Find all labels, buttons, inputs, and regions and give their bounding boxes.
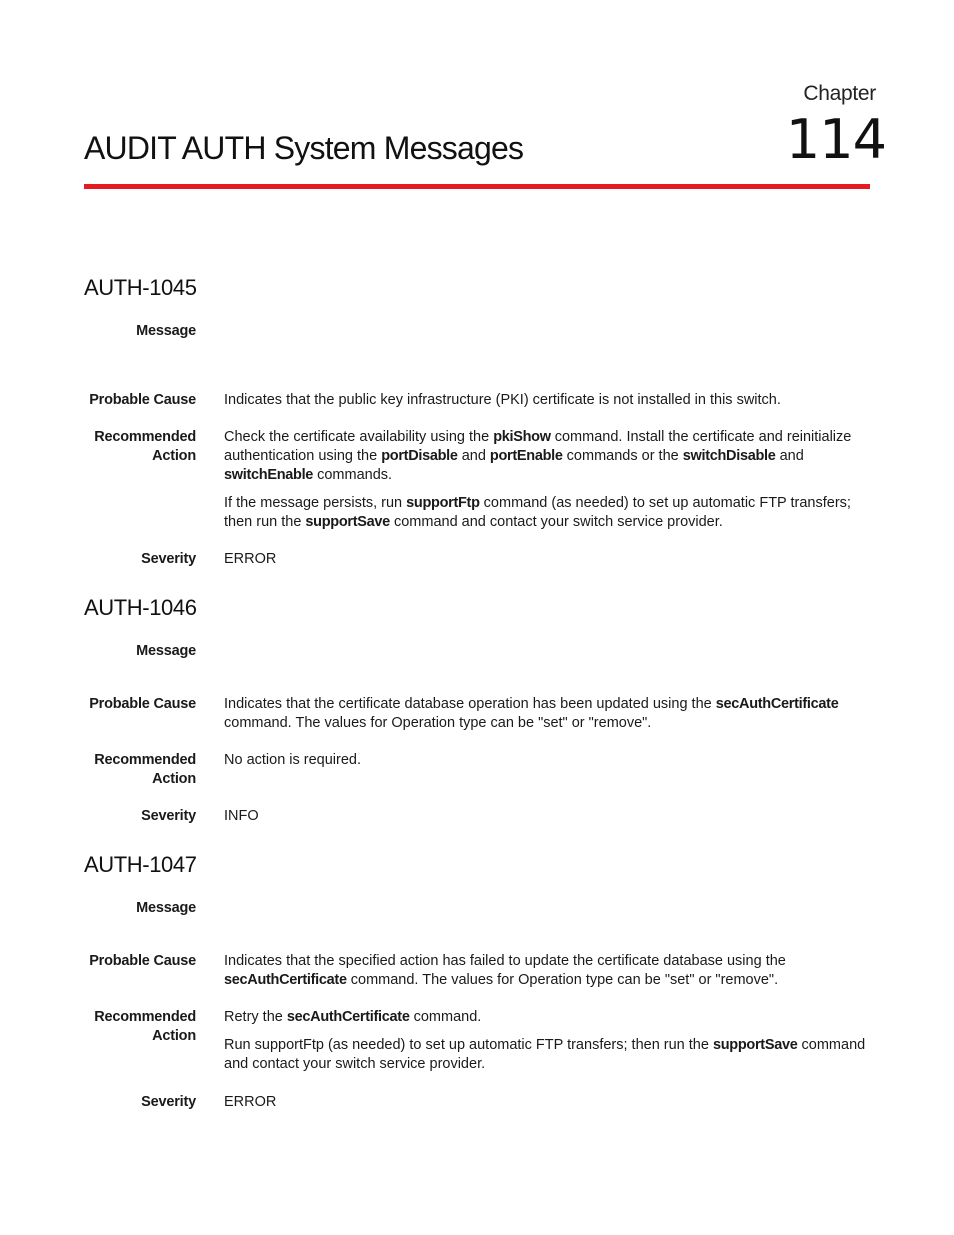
command-name: portDisable — [381, 448, 458, 464]
recommended-label-line1: Recommended — [94, 1009, 196, 1025]
probable-cause-label: Probable Cause — [89, 696, 196, 712]
recommended-label-line1: Recommended — [94, 752, 196, 768]
paragraph — [224, 1036, 874, 1074]
command-name: supportSave — [712, 1037, 798, 1053]
section-heading: AUTH-1047 — [84, 852, 197, 877]
recommended-action-text — [224, 428, 874, 541]
severity-label: Severity — [141, 551, 196, 567]
command-name: supportSave — [305, 514, 390, 530]
body-text: Check the certificate availability using the — [224, 429, 494, 445]
paragraph — [224, 494, 874, 532]
section-heading: AUTH-1045 — [84, 275, 197, 300]
recommended-label-line2: Action — [152, 1028, 196, 1044]
section-auth-1047 — [84, 852, 874, 1110]
message-label: Message — [136, 323, 196, 339]
section-auth-1045 — [84, 275, 874, 567]
paragraph — [224, 428, 874, 485]
body-text: command (as needed) to set up automatic FTP transfers; then run the — [224, 495, 851, 530]
command-name: portEnable — [489, 448, 563, 464]
message-label: Message — [136, 900, 196, 916]
command-name: secAuthCertificate — [286, 1009, 410, 1025]
body-text: command and contact your switch service provider. — [224, 1037, 866, 1072]
body-text: and — [775, 448, 804, 464]
chapter-label: Chapter — [803, 82, 876, 105]
body-text: command and contact your switch service provider. — [389, 514, 723, 530]
body-text: Indicates that the public key infrastructure (PKI) certificate is not installed in this switch. — [224, 392, 781, 408]
severity-value: INFO — [224, 808, 259, 824]
command-name: pkiShow — [493, 429, 551, 445]
probable-cause-text — [224, 391, 874, 410]
body-text: commands. — [313, 467, 393, 483]
paragraph — [224, 751, 874, 770]
chapter-rule — [84, 184, 870, 189]
recommended-label-line2: Action — [152, 771, 196, 787]
recommended-action-text — [224, 751, 874, 779]
message-label: Message — [136, 643, 196, 659]
severity-label: Severity — [141, 1094, 196, 1110]
severity-value: ERROR — [224, 1094, 277, 1110]
command-name: secAuthCertificate — [224, 972, 347, 988]
body-text: command. — [409, 1009, 482, 1025]
probable-cause-text — [224, 695, 874, 733]
section-auth-1046 — [84, 595, 874, 824]
chapter-title: AUDIT AUTH System Messages — [84, 130, 524, 166]
recommended-label-line2: Action — [152, 448, 196, 464]
probable-cause-label: Probable Cause — [89, 392, 196, 408]
body-text: Retry the — [224, 1009, 287, 1025]
body-text: command. The values for Operation type can be "set" or "remove". — [224, 715, 652, 731]
body-text: No action is required. — [224, 752, 362, 768]
recommended-action-label — [84, 751, 196, 789]
recommended-label-line1: Recommended — [94, 429, 196, 445]
severity-label: Severity — [141, 808, 196, 824]
recommended-action-text — [224, 1008, 874, 1083]
body-text: Indicates that the specified action has failed to update the certificate database using the — [224, 953, 786, 969]
probable-cause-text — [224, 952, 874, 990]
body-text: commands or the — [562, 448, 683, 464]
body-text: Run supportFtp (as needed) to set up automatic FTP transfers; then run the — [224, 1037, 713, 1053]
recommended-action-label — [84, 1008, 196, 1046]
recommended-action-label — [84, 428, 196, 466]
body-text: command. Install the certificate and reinitialize authentication using the — [224, 429, 852, 464]
body-text: and — [457, 448, 490, 464]
paragraph — [224, 1008, 874, 1027]
severity-value: ERROR — [224, 551, 277, 567]
body-text: command. The values for Operation type can be "set" or "remove". — [346, 972, 779, 988]
command-name: supportFtp — [406, 495, 480, 511]
command-name: switchEnable — [224, 467, 314, 483]
body-text: If the message persists, run — [224, 495, 407, 511]
chapter-number: 114 — [785, 108, 886, 171]
probable-cause-label: Probable Cause — [89, 953, 196, 969]
body-text: Indicates that the certificate database operation has been updated using the — [224, 696, 716, 712]
command-name: switchDisable — [682, 448, 776, 464]
section-heading: AUTH-1046 — [84, 595, 197, 620]
command-name: secAuthCertificate — [715, 696, 839, 712]
